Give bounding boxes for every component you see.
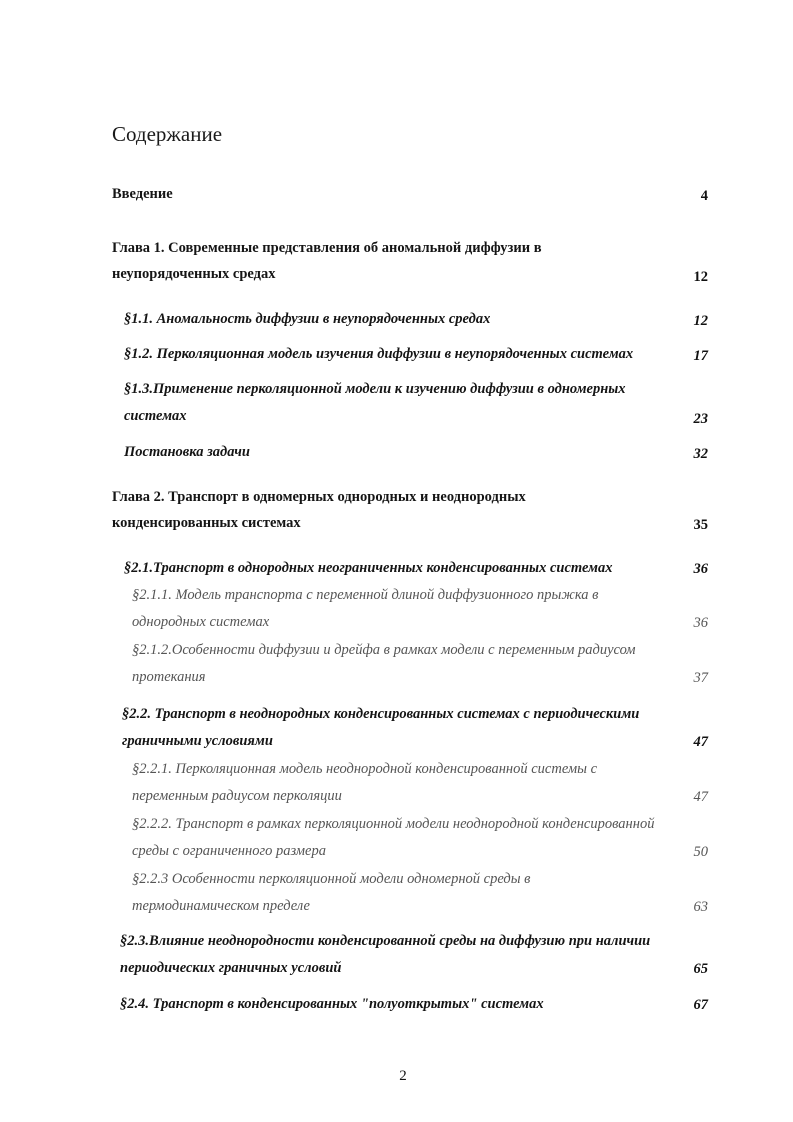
toc-entry-section-2-3-line2: периодических граничных условий <box>120 960 342 976</box>
toc-entry-chapter-1-line2: неупорядоченных средах <box>112 266 276 282</box>
toc-entry-subsection-2-1-1-line1: §2.1.1. Модель транспорта с переменной длиной диффузионного прыжка в <box>132 587 599 603</box>
toc-entry-section-1-2: §1.2. Перколяционная модель изучения диффузии в неупорядоченных системах <box>124 346 634 362</box>
toc-page-number: 37 <box>693 670 708 686</box>
toc-title: Содержание <box>112 122 223 146</box>
toc-page-number: 36 <box>693 615 708 631</box>
toc-entry-problem-statement: Постановка задачи <box>124 444 250 460</box>
toc-page-number: 4 <box>700 188 708 204</box>
toc-entry-section-2-4: §2.4. Транспорт в конденсированных "полуоткрытых" системах <box>120 996 544 1012</box>
toc-page-number: 35 <box>693 517 708 533</box>
toc-entry-section-1-3-line2: системах <box>124 408 187 424</box>
toc-page-number: 63 <box>693 899 708 915</box>
toc-entry-subsection-2-2-1-line1: §2.2.1. Перколяционная модель неоднородной конденсированной системы с <box>132 761 598 777</box>
toc-entry-chapter-2-line2: конденсированных системах <box>112 515 301 531</box>
toc-page-number: 32 <box>693 446 708 462</box>
toc-entry-section-2-2-line2: граничными условиями <box>122 733 273 749</box>
toc-entry-section-1-1: §1.1. Аномальность диффузии в неупорядоченных средах <box>124 311 491 327</box>
toc-entry-subsection-2-2-2-line1: §2.2.2. Транспорт в рамках перколяционной модели неоднородной конденсированной <box>132 816 655 832</box>
toc-page-number: 67 <box>693 997 708 1013</box>
toc-entry-subsection-2-2-3-line1: §2.2.3 Особенности перколяционной модели одномерной среды в <box>132 871 531 887</box>
toc-page-number: 23 <box>693 411 708 427</box>
toc-entry-subsection-2-2-3-line2: термодинамическом пределе <box>132 898 310 914</box>
toc-page-number: 47 <box>693 734 708 750</box>
toc-entry-subsection-2-1-1-line2: однородных системах <box>132 614 270 630</box>
toc-entry-subsection-2-2-1-line2: переменным радиусом перколяции <box>132 788 342 804</box>
toc-page-number: 36 <box>693 561 708 577</box>
toc-entry-section-2-1: §2.1.Транспорт в однородных неограниченных конденсированных системах <box>124 560 613 576</box>
toc-entry-subsection-2-1-2-line2: протекания <box>132 669 206 685</box>
toc-entry-subsection-2-1-2-line1: §2.1.2.Особенности диффузии и дрейфа в рамках модели с переменным радиусом <box>132 642 636 658</box>
toc-page-number: 47 <box>693 789 708 805</box>
toc-entry-section-2-2-line1: §2.2. Транспорт в неоднородных конденсированных системах с периодическими <box>122 706 640 722</box>
toc-page-number: 65 <box>693 961 708 977</box>
toc-page-number: 12 <box>693 313 708 329</box>
toc-entry-subsection-2-2-2-line2: среды с ограниченного размера <box>132 843 326 859</box>
toc-entry-chapter-2-line1: Глава 2. Транспорт в одномерных однородных и неоднородных <box>112 489 526 505</box>
toc-page-number: 12 <box>693 269 708 285</box>
toc-entry-introduction: Введение <box>112 186 173 202</box>
page-number: 2 <box>399 1068 407 1084</box>
toc-entry-chapter-1-line1: Глава 1. Современные представления об аномальной диффузии в <box>112 240 542 256</box>
toc-entry-section-1-3-line1: §1.3.Применение перколяционной модели к изучению диффузии в одномерных <box>124 381 626 397</box>
toc-entry-section-2-3-line1: §2.3.Влияние неоднородности конденсированной среды на диффузию при наличии <box>120 933 651 949</box>
toc-page-number: 17 <box>693 348 708 364</box>
toc-page-number: 50 <box>693 844 708 860</box>
